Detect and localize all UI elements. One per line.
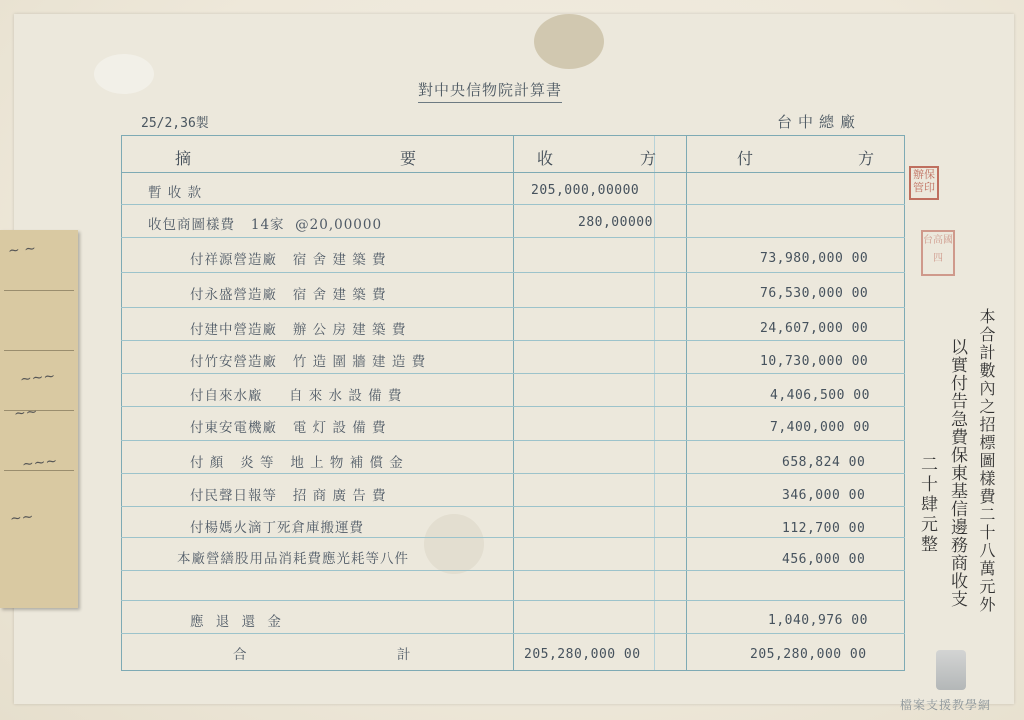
row-11-desc: 付楊媽火滴丁死倉庫搬運費 — [190, 520, 364, 536]
document-title: 對中央信物院計算書 — [418, 79, 562, 103]
row-rule — [121, 633, 905, 634]
row-3-expense: 73,980,000 00 — [760, 251, 869, 266]
row-rule — [121, 204, 905, 205]
column-divider — [654, 135, 655, 671]
row-rule — [121, 600, 905, 601]
column-divider — [513, 135, 514, 671]
handwritten-note: 二十肆元整 — [917, 455, 937, 555]
row-rule — [121, 272, 905, 273]
row-rule — [121, 237, 905, 238]
header-expense-a: 付 — [737, 149, 754, 168]
table-border-top — [121, 135, 905, 136]
row-3-desc: 付祥源營造廠 宿 舍 建 築 費 — [190, 252, 387, 268]
row-rule — [121, 373, 905, 374]
archive-logo-icon — [936, 650, 966, 690]
header-desc-a: 摘 — [175, 149, 192, 168]
row-5-expense: 24,607,000 00 — [760, 321, 869, 336]
row-rule — [121, 406, 905, 407]
row-rule — [121, 506, 905, 507]
row-6-desc: 付竹安營造廠 竹 造 圍 牆 建 造 費 — [190, 354, 427, 370]
row-9-expense: 658,824 00 — [782, 455, 866, 470]
handwritten-note: 以實付告急費保東基信邊務商收支 — [947, 338, 967, 608]
header-desc-b: 要 — [400, 149, 417, 168]
row-7-desc: 付自來水廠 自 來 水 設 備 費 — [190, 388, 403, 404]
row-10-expense: 346,000 00 — [782, 488, 866, 503]
column-divider — [686, 135, 687, 671]
row-1-desc: 暫 收 款 — [148, 185, 203, 201]
balance-expense: 1,040,976 00 — [768, 613, 868, 628]
row-rule — [121, 473, 905, 474]
site-watermark: 檔案支援教學網 — [900, 698, 992, 712]
row-8-expense: 7,400,000 00 — [770, 420, 870, 435]
header-rule — [121, 172, 905, 173]
document-date: 25/2,36製 — [141, 116, 209, 131]
row-12-desc: 本廠營繕股用品消耗費應光耗等八件 — [177, 551, 409, 567]
row-1-income: 205,000,00000 — [531, 183, 640, 198]
row-rule — [121, 537, 905, 538]
factory-name: 台中總廠 — [777, 113, 862, 131]
row-5-desc: 付建中營造廠 辦 公 房 建 築 費 — [190, 322, 407, 338]
red-seal — [909, 166, 939, 200]
red-seal — [921, 230, 955, 276]
table-border-bottom — [121, 670, 905, 671]
total-expense: 205,280,000 00 — [750, 647, 867, 662]
row-2-desc: 收包商圖樣費 14家 @20,00000 — [148, 217, 383, 233]
header-income-a: 收 — [537, 149, 554, 168]
row-10-desc: 付民聲日報等 招 商 廣 告 費 — [190, 488, 387, 504]
seal-text: 辦保管印 — [913, 168, 935, 194]
row-rule — [121, 340, 905, 341]
row-8-desc: 付東安電機廠 電 灯 設 備 費 — [190, 420, 387, 436]
total-label-b: 計 — [397, 647, 412, 663]
row-4-expense: 76,530,000 00 — [760, 286, 869, 301]
attached-note-slip: ~ ~ ~~~ ~~ ~~~ ~~ — [0, 230, 78, 608]
row-6-expense: 10,730,000 00 — [760, 354, 869, 369]
row-2-income: 280,00000 — [578, 215, 653, 230]
handwritten-note: 本合計數內之招標圖樣費二十八萬元外 — [977, 308, 996, 614]
total-label-a: 合 — [233, 647, 248, 663]
row-rule — [121, 570, 905, 571]
row-rule — [121, 440, 905, 441]
table-border-right — [904, 135, 905, 671]
row-11-expense: 112,700 00 — [782, 521, 866, 536]
balance-desc: 應 退 還 金 — [190, 614, 285, 630]
header-expense-b: 方 — [858, 149, 875, 168]
seal-text: 台高國四 — [923, 235, 953, 264]
table-border-left — [121, 135, 122, 671]
row-9-desc: 付 顏 炎 等 地 上 物 補 償 金 — [190, 455, 404, 471]
header-income-b: 方 — [640, 149, 657, 168]
total-income: 205,280,000 00 — [524, 647, 641, 662]
row-4-desc: 付永盛營造廠 宿 舍 建 築 費 — [190, 287, 387, 303]
row-7-expense: 4,406,500 00 — [770, 388, 870, 403]
row-12-expense: 456,000 00 — [782, 552, 866, 567]
row-rule — [121, 307, 905, 308]
